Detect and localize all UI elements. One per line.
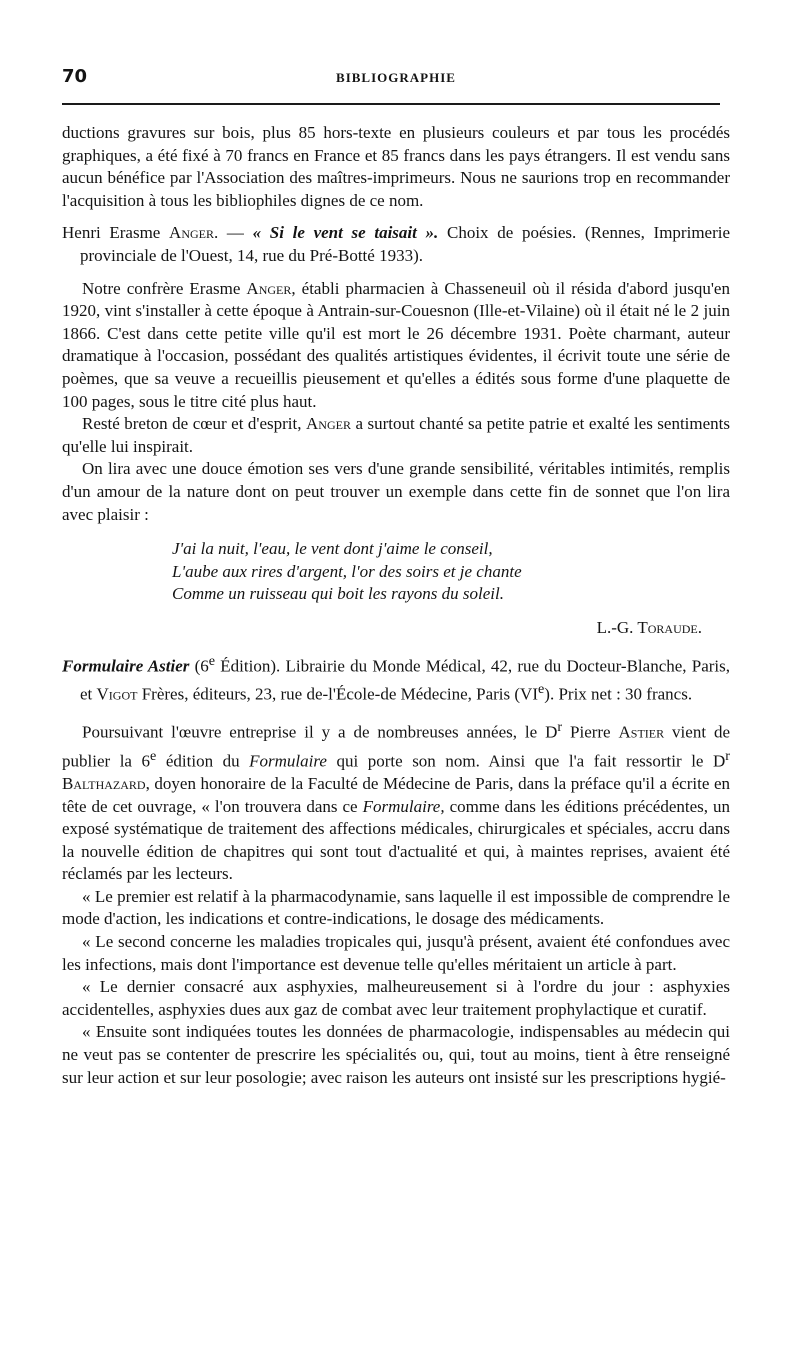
bibliography-entry-astier	[62, 650, 730, 707]
superscript: r	[725, 747, 731, 764]
superscript: r	[557, 719, 563, 736]
book-title: « Si le vent se taisait ».	[252, 223, 439, 243]
entry-details: Choix de poésies. (Rennes, Imprimerie provinciale de l'Ouest, 14, rue du Pré-Botté 1933).	[80, 223, 731, 265]
paragraph-emotion: On lira avec une douce émotion ses vers d'une grande sensibilité, véritables intimités, remplis d'un amour de la nature dont on peut trouver un exemple dans cette fin de sonnet que l'on lira avec plaisir :	[62, 459, 730, 524]
author-name: Anger	[246, 278, 292, 298]
paragraph-continuation: ductions gravures sur bois, plus 85 hors-texte en plusieurs couleurs et par tous les procédés graphiques, a été fixé à 70 francs en France et 85 francs dans les pays étrangers. Il est vendu sans aucun bénéfice par l'Association des maîtres-imprimeurs. Nous ne saurions trop en recommander l'acquisition à tous les bibliophiles dignes de ce nom.	[62, 123, 730, 210]
author-last-name: Anger	[169, 223, 214, 243]
text-run: , doyen honoraire de la Faculté de Médecine de Paris, dans la préface qu'il a écrite en tête de cet ouvrage, « l'on trouvera dans ce	[62, 773, 730, 816]
bibliography-entry-anger	[62, 222, 730, 267]
superscript: e	[538, 681, 545, 698]
book-title: Formulaire Astier	[62, 656, 190, 676]
text-run: Poursuivant l'œuvre entreprise il y a de nombreuses années, le D	[82, 723, 558, 743]
text-run: ). Prix net : 30 francs.	[544, 684, 693, 704]
author-name: Astier	[618, 723, 665, 743]
text-run: vient de publier la 6	[62, 723, 730, 771]
page-header	[62, 66, 730, 90]
poem-line: Comme un ruisseau qui boit les rayons du soleil.	[172, 583, 504, 603]
text-run: (6	[189, 656, 209, 676]
book-page	[62, 0, 730, 1371]
poem-line: L'aube aux rires d'argent, l'or des soirs et je chante	[172, 561, 522, 581]
italic-title: Formulaire,	[362, 796, 445, 816]
text-run: Édition). Librairie du Monde Médical, 42, rue du Docteur-Blanche, Paris, et	[80, 656, 730, 704]
entry-dash: . —	[214, 223, 253, 243]
author-name: Anger	[306, 414, 351, 434]
text-run: Notre confrère Erasme	[82, 278, 247, 298]
author-first-name: Henri Erasme	[62, 223, 161, 243]
poem-line: J'ai la nuit, l'eau, le vent dont j'aime le conseil,	[172, 539, 493, 559]
superscript: e	[150, 747, 157, 764]
text-run: édition du	[156, 751, 250, 771]
paragraph-formulaire	[62, 716, 730, 885]
paragraph-anger-bio	[62, 278, 730, 414]
text-run: Frères, éditeurs, 23, rue de-l'École-de Médecine, Paris (VI	[137, 684, 538, 704]
italic-title: Formulaire	[249, 751, 327, 771]
page-number: 70	[62, 66, 88, 87]
header-rule	[62, 103, 720, 105]
text-run: a surtout chanté sa petite patrie et exalté les sentiments qu'elle lui inspirait.	[62, 414, 731, 456]
text-run: Pierre	[562, 723, 619, 743]
text-run: qui porte son nom. Ainsi que l'a fait ressortir le D	[326, 751, 726, 771]
running-head: BIBLIOGRAPHIE	[336, 70, 456, 85]
paragraph-quote-first: « Le premier est relatif à la pharmacodynamie, sans laquelle il est impossible de comprendre le mode d'action, les indications et contre-indications, le dosage des médicaments.	[62, 886, 730, 929]
text-run: Resté breton de cœur et d'esprit,	[82, 414, 306, 434]
paragraph-quote-third: « Le dernier consacré aux asphyxies, malheureusement si à l'ordre du jour : asphyxies accidentelles, asphyxies dues aux gaz de combat avec leur traitement prophylactique et curatif.	[62, 977, 730, 1019]
publisher-name: Vigot	[96, 684, 138, 704]
review-signature: L.-G. Toraude.	[596, 618, 702, 638]
author-name: Balthazard	[62, 773, 146, 793]
paragraph-quote-second: « Le second concerne les maladies tropicales qui, jusqu'à présent, avaient été confondues avec les infections, mais dont l'importance est devenue telle qu'elles méritaient un article à part.	[62, 932, 730, 974]
paragraph-anger-breton	[62, 413, 730, 458]
main-text	[62, 122, 730, 1089]
superscript: e	[208, 652, 216, 669]
text-run: , établi pharmacien à Chasseneuil où il résida d'abord jusqu'en 1920, vint s'installer à cette époque à Antrain-sur-Couesnon (Ille-et-Vilaine) où il était né le 2 juin 1866. C'est dans cette petite ville qu'il est mort le 26 décembre 1931. Poète charmant, auteur dramatique à l'occasion, possédant des qualités artistiques évidentes, il écrivit toute une série de poèmes, que sa veuve a recueillis pieusement et qu'elles a édités sous forme d'une plaquette de 100 pages, sous le titre cité plus haut.	[62, 278, 730, 411]
paragraph-quote-fourth: « Ensuite sont indiquées toutes les données de pharmacologie, indispensables au médecin qui ne veut pas se contenter de prescrire les spécialités ou, qui, tout au moins, tient à être renseigné sur leur action et sur leur posologie; avec raison les auteurs ont insisté sur les prescriptions hygié-	[62, 1022, 730, 1087]
poem-excerpt	[172, 538, 730, 605]
text-run: comme dans les éditions précédentes, un exposé systématique de traitement des affections médicales, chirurgicales et spéciales, accru dans la nouvelle édition de chapitres qui sont tout d'actualité et qui, à maintes reprises, avaient été réclamés par les lecteurs.	[62, 796, 731, 884]
